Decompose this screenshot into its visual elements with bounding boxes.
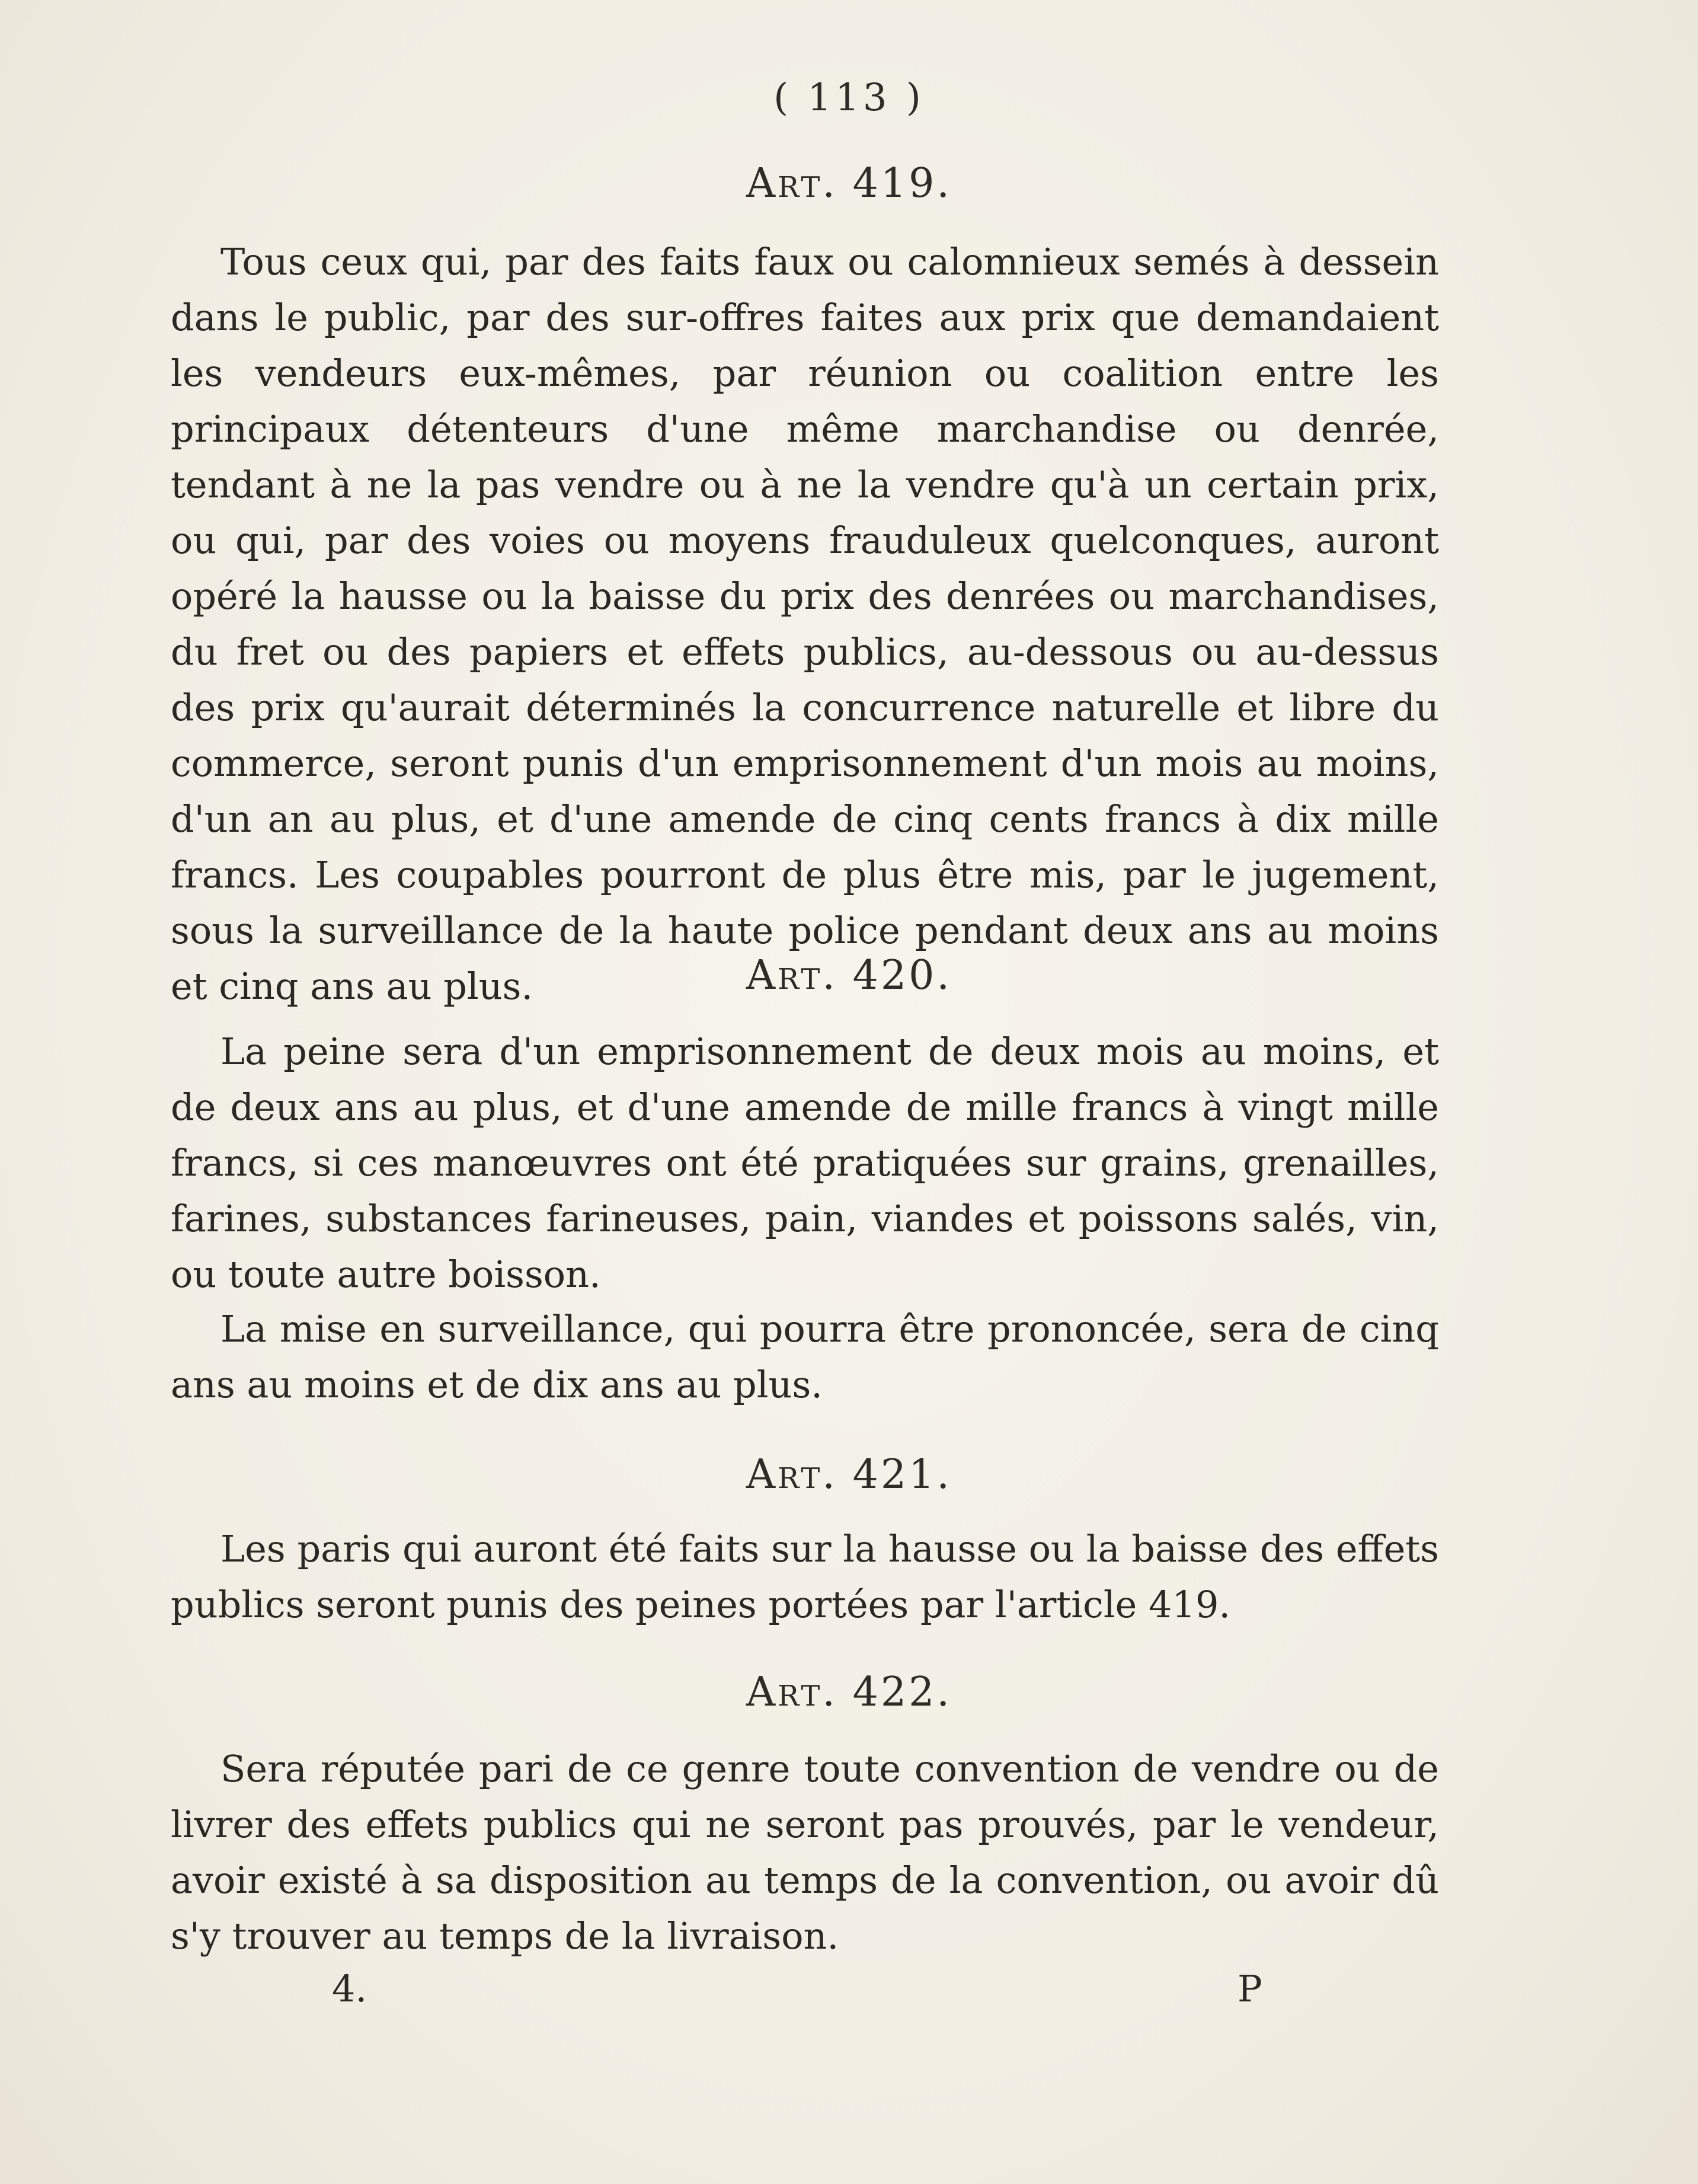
article-419-paragraph: Tous ceux qui, par des faits faux ou calomnieux semés à dessein dans le public, par des sur-offres faites aux prix que demandaient les vendeurs eux-mêmes, par réunion ou coalition entre les principaux détenteurs d'une même marchandise ou denrée, tendant à ne la pas vendre ou à ne la vendre qu'à un certain prix, ou qui, par des voies ou moyens frauduleux quelconques, auront opéré la hausse ou la baisse du prix des denrées ou marchandises, du fret ou des papiers et effets publics, au-dessous ou au-dessus des prix qu'aurait déterminés la concurrence naturelle et libre du commerce, seront punis d'un emprisonnement d'un mois au moins, d'un an au plus, et d'une amende de cinq cents francs à dix mille francs. Les coupables pourront de plus être mis, par le jugement, sous la surveillance de la haute police pendant deux ans au moins et cinq ans au plus. — [171, 240, 1439, 1008]
article-420-heading: Art. 420. — [746, 952, 952, 999]
article-422-paragraph: Sera réputée pari de ce genre toute convention de vendre ou de livrer des effets publics qui ne seront pas prouvés, par le vendeur, avoir existé à sa disposition au temps de la convention, ou avoir dû s'y trouver au temps de la livraison. — [171, 1747, 1439, 1958]
article-421-paragraph: Les paris qui auront été faits sur la hausse ou la baisse des effets publics seront punis des peines portées par l'article 419. — [171, 1527, 1439, 1626]
article-421-heading: Art. 421. — [746, 1451, 952, 1498]
gathering-letter: P — [1237, 1967, 1262, 2010]
signature-mark: 4. — [332, 1967, 367, 2010]
page-number: ( 113 ) — [773, 76, 925, 120]
article-420-paragraph-1: La peine sera d'un emprisonnement de deux mois au moins, et de deux ans au plus, et d'une amende de mille francs à vingt mille francs, si ces manœuvres ont été pratiquées sur grains, grenailles, farines, substances farineuses, pain, viandes et poissons salés, vin, ou toute autre boisson. — [171, 1030, 1439, 1296]
article-420-paragraph-2: La mise en surveillance, qui pourra être prononcée, sera de cinq ans au moins et de dix ans au plus. — [171, 1307, 1439, 1406]
article-422-heading: Art. 422. — [746, 1669, 952, 1716]
article-419-heading: Art. 419. — [746, 160, 952, 207]
